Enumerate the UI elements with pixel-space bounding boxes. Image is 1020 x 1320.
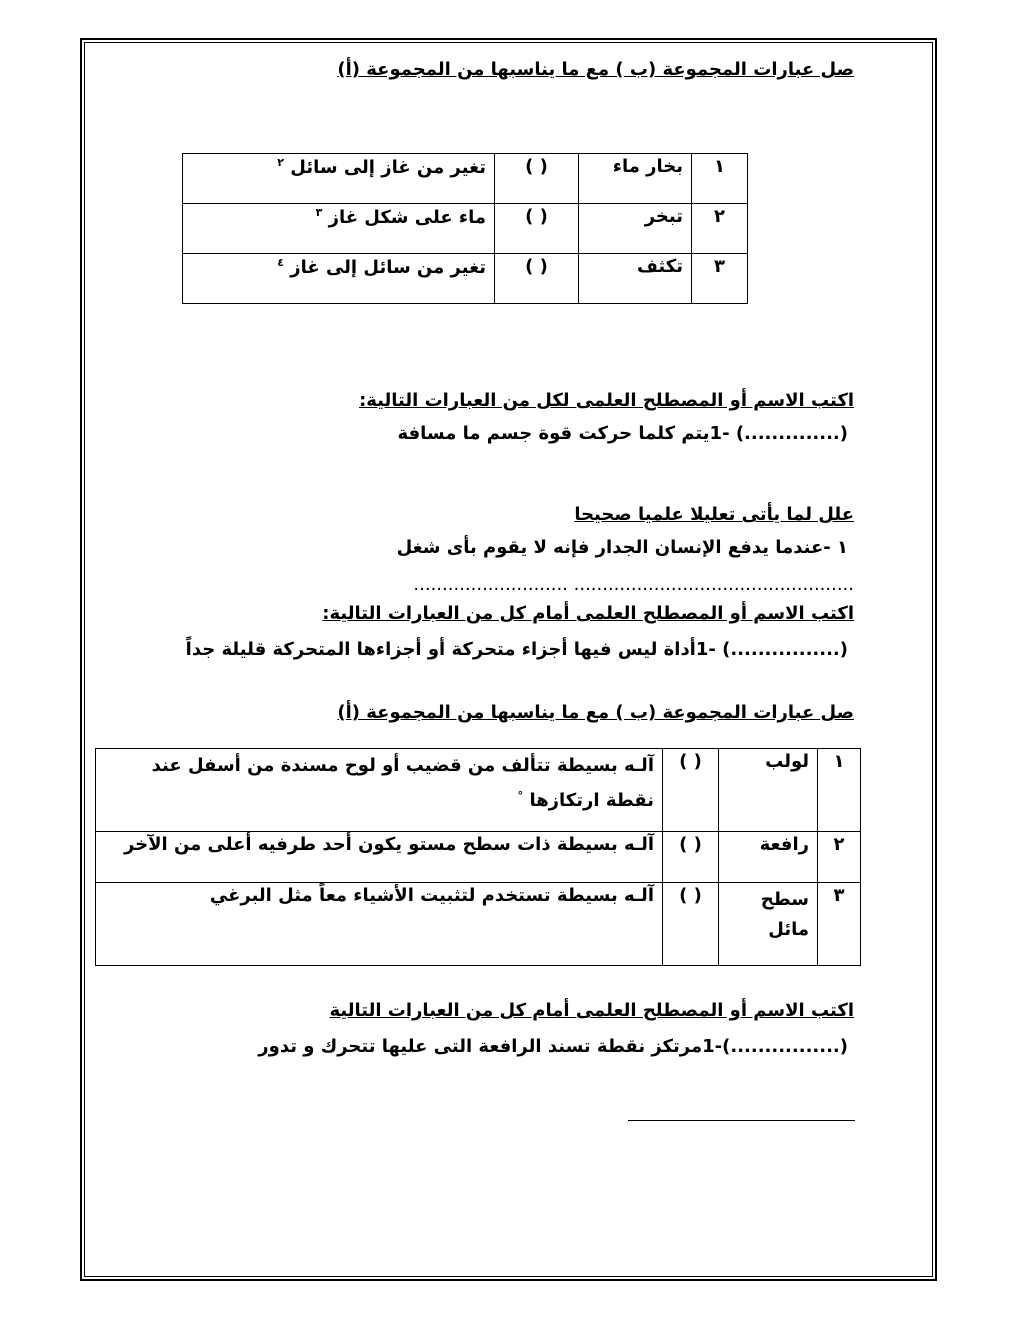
section4-heading: اكتب الاسم أو المصطلح العلمى أمام كل من العبارات التالية:	[322, 603, 854, 624]
answer-blank[interactable]: ( )	[663, 749, 719, 832]
row-number: ١	[818, 749, 861, 832]
table-row	[96, 832, 861, 883]
description-cell	[183, 154, 495, 204]
footnote-mark: °	[517, 789, 524, 802]
section2-heading: اكتب الاسم أو المصطلح العلمى لكل من العبارات التالية:	[359, 390, 854, 411]
answer-blank[interactable]: ( )	[495, 254, 579, 304]
row-number: ٣	[818, 883, 861, 966]
answer-blank[interactable]: ( )	[495, 154, 579, 204]
answer-dotted-line: ................................................. ...........................	[413, 574, 854, 595]
table-row	[96, 883, 861, 966]
section3-heading: علل لما يأتى تعليلا علميا صحيحا	[574, 504, 854, 525]
term-cell: تبخر	[579, 204, 692, 254]
row-number: ٢	[692, 204, 748, 254]
term-cell: سطح مائل	[719, 883, 818, 966]
answer-blank[interactable]: ( )	[495, 204, 579, 254]
description-text: آلـه بسيطة تتألف من قضيب أو لوح مسندة من أسفل عند نقطة ارتكازها	[151, 755, 654, 811]
matching-table-2	[95, 748, 861, 966]
description-cell: آلـه بسيطة ذات سطح مستو يكون أحد طرفيه أعلى من الآخر	[96, 832, 663, 883]
row-number: ١	[692, 154, 748, 204]
section5-heading: صل عبارات المجموعة (ب ) مع ما يناسبها من المجموعة (أ)	[337, 702, 854, 723]
table-row	[183, 204, 748, 254]
description-text: تغير من سائل إلى غاز	[290, 257, 486, 278]
table-row	[183, 254, 748, 304]
term-cell: بخار ماء	[579, 154, 692, 204]
section3-question-1: ١ -عندما يدفع الإنسان الجدار فإنه لا يقوم بأى شغل	[396, 537, 848, 558]
footnote-mark: ٢	[277, 156, 284, 169]
section6-question-1: (................)-1مرتكز نقطة تسند الرافعة التى عليها تتحرك و تدور	[258, 1036, 848, 1057]
matching-table-1	[182, 153, 748, 304]
row-number: ٢	[818, 832, 861, 883]
term-cell: رافعة	[719, 832, 818, 883]
description-text: ماء على شكل غاز	[328, 207, 486, 228]
table-row	[96, 749, 861, 832]
term-cell: تكثف	[579, 254, 692, 304]
description-cell	[183, 204, 495, 254]
answer-blank[interactable]: ( )	[663, 883, 719, 966]
term-cell: لولب	[719, 749, 818, 832]
section6-heading: اكتب الاسم أو المصطلح العلمى أمام كل من العبارات التالية	[329, 1000, 854, 1021]
description-cell: آلـه بسيطة تستخدم لتثبيت الأشياء معاً مثل البرغي	[96, 883, 663, 966]
description-cell	[183, 254, 495, 304]
description-text: تغير من غاز إلى سائل	[290, 157, 486, 178]
table-row	[183, 154, 748, 204]
answer-blank[interactable]: ( )	[663, 832, 719, 883]
row-number: ٣	[692, 254, 748, 304]
footnote-mark: ٣	[315, 206, 323, 219]
divider-line	[628, 1120, 855, 1121]
section1-heading: صل عبارات المجموعة (ب ) مع ما يناسبها من المجموعة (أ)	[337, 59, 854, 80]
section4-question-1: (................) -1أداة ليس فيها أجزاء متحركة أو أجزاءها المتحركة قليلة جداً	[185, 639, 848, 660]
section2-question-1: (..............) -1يتم كلما حركت قوة جسم ما مسافة	[397, 423, 848, 444]
footnote-mark: ٤	[277, 256, 284, 269]
description-cell	[96, 749, 663, 832]
